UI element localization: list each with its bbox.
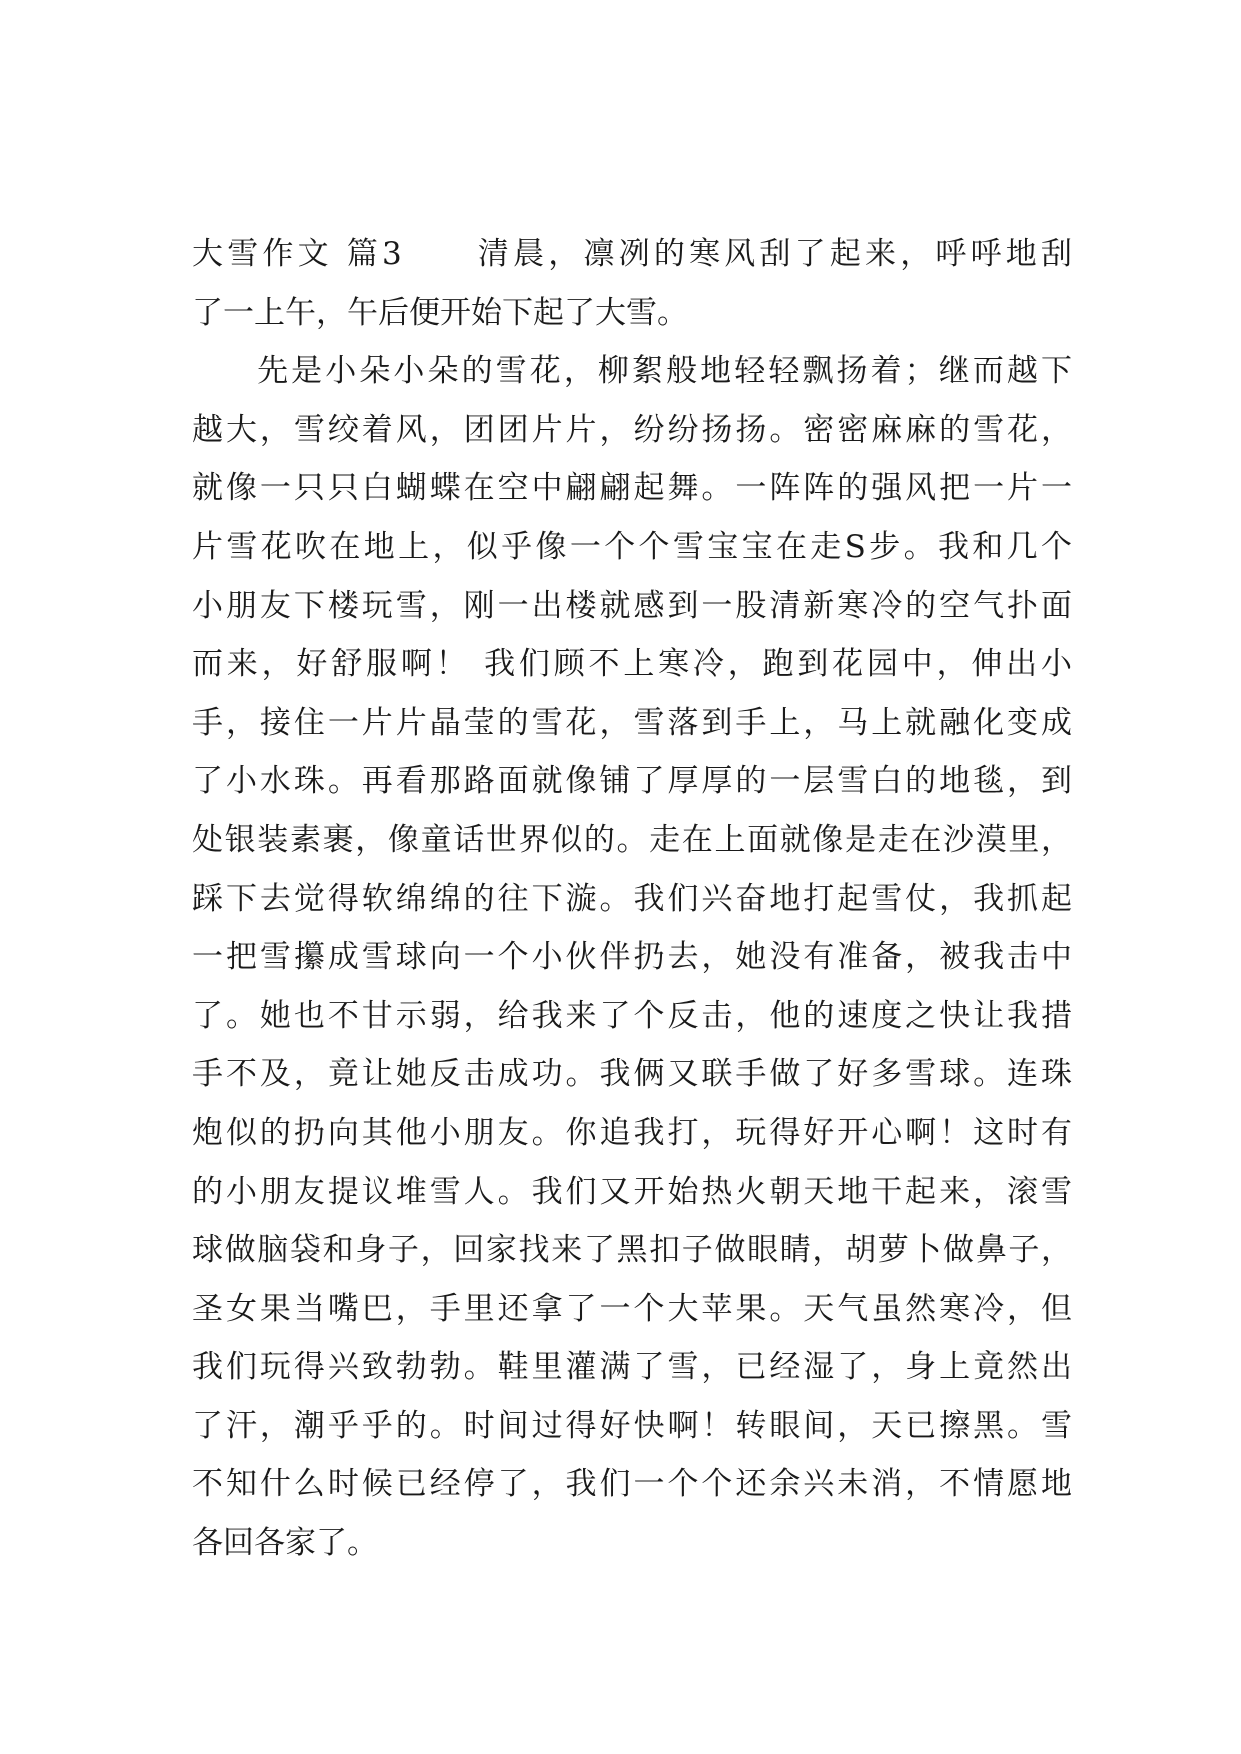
paragraph-line: 小朋友下楼玩雪，刚一出楼就感到一股清新寒冷的空气扑面 [192,587,1072,624]
paragraph-line: 手，接住一片片晶莹的雪花，雪落到手上，马上就融化变成 [192,704,1072,741]
paragraph-line: 处银装素裹，像童话世界似的。走在上面就像是走在沙漠里， [192,821,1072,858]
paragraph-line: 我们玩得兴致勃勃。鞋里灌满了雪，已经湿了，身上竟然出 [192,1349,1072,1386]
essay-title: 大雪作文 篇3 [192,236,402,272]
paragraph-line: 不知什么时候已经停了，我们一个个还余兴未消，不情愿地 [192,1466,1072,1503]
paragraph-line: 了小水珠。再看那路面就像铺了厚厚的一层雪白的地毯，到 [192,763,1072,800]
paragraph-line: 一把雪攥成雪球向一个小伙伴扔去，她没有准备，被我击中 [192,939,1072,976]
paragraph-line: 踩下去觉得软绵绵的往下漩。我们兴奋地打起雪仗，我抓起 [192,880,1072,917]
paragraph-line: 各回各家了。 [192,1525,378,1562]
paragraph-line: 片雪花吹在地上，似乎像一个个雪宝宝在走S步。我和几个 [192,528,1072,565]
paragraph-text: 清晨，凛冽的寒风刮了起来，呼呼地刮 [473,236,1073,272]
paragraph-line: 球做脑袋和身子，回家找来了黑扣子做眼睛，胡萝卜做鼻子， [192,1232,1072,1269]
paragraph-line: 圣女果当嘴巴，手里还拿了一个大苹果。天气虽然寒冷，但 [192,1290,1072,1327]
paragraph-line: 先是小朵小朵的雪花，柳絮般地轻轻飘扬着；继而越下 [254,353,1072,390]
paragraph-line: 炮似的扔向其他小朋友。你追我打，玩得好开心啊！这时有 [192,1114,1072,1151]
paragraph-line: 了汗，潮乎乎的。时间过得好快啊！转眼间，天已擦黑。雪 [192,1407,1072,1444]
essay-body [192,225,1072,1573]
paragraph-line: 手不及，竟让她反击成功。我俩又联手做了好多雪球。连珠 [192,1056,1072,1093]
paragraph-line: 而来，好舒服啊！ 我们顾不上寒冷，跑到花园中，伸出小 [192,646,1072,683]
title-line [192,225,1072,284]
paragraph-line: 了。她也不甘示弱，给我来了个反击，他的速度之快让我措 [192,997,1072,1034]
paragraph-line: 越大，雪绞着风，团团片片，纷纷扬扬。密密麻麻的雪花， [192,411,1072,448]
paragraph-line: 了一上午，午后便开始下起了大雪。 [192,294,688,331]
paragraph-line: 就像一只只白蝴蝶在空中翩翩起舞。一阵阵的强风把一片一 [192,470,1072,507]
paragraph-line: 的小朋友提议堆雪人。我们又开始热火朝天地干起来，滚雪 [192,1173,1072,1210]
